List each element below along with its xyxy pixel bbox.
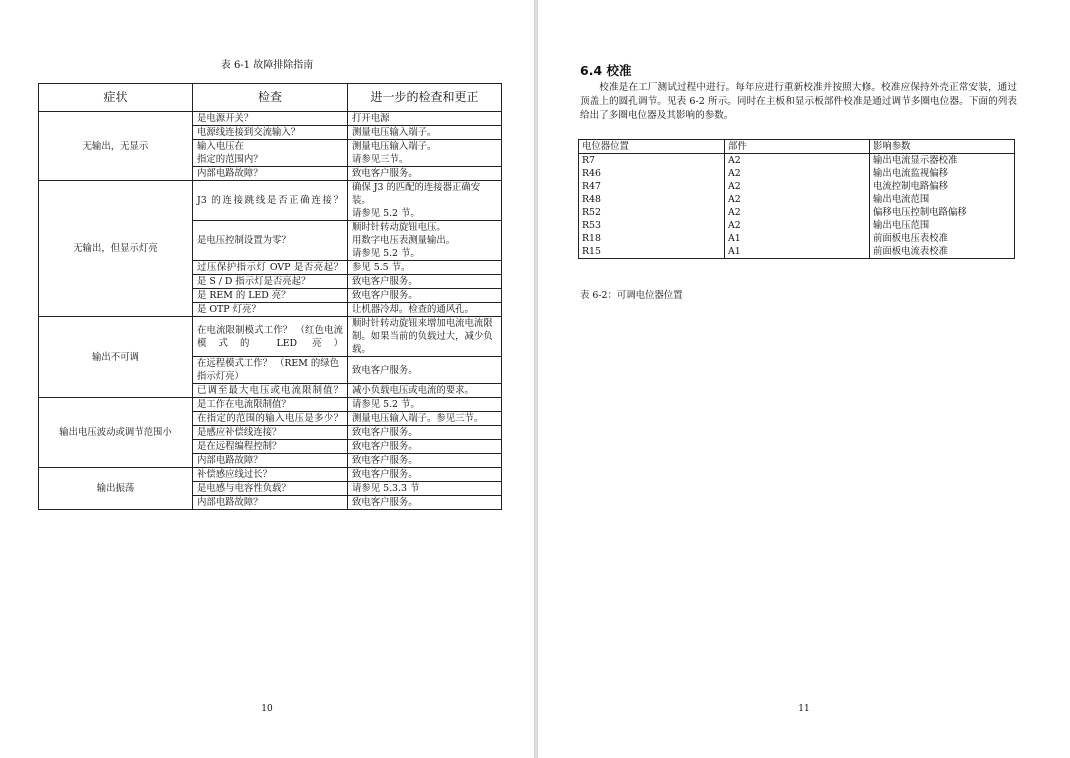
check-cell: 在远程模式工作？ （REM 的绿色指示灯亮） <box>193 357 348 384</box>
parameter-cell: 前面板电流表校准 <box>870 245 1015 259</box>
action-cell: 致电客户服务。 <box>348 496 502 510</box>
check-cell: 内部电路故障？ <box>193 167 348 181</box>
check-cell: 过压保护指示灯 OVP 是否亮起？ <box>193 261 348 275</box>
action-cell: 致电客户服务。 <box>348 468 502 482</box>
action-cell: 确保 J3 的匹配的连接器正确安装。 请参见 5.2 节。 <box>348 181 502 221</box>
check-cell: 是 REM 的 LED 亮？ <box>193 289 348 303</box>
action-cell: 参见 5.5 节。 <box>348 261 502 275</box>
check-cell: 输入电压在 指定的范围内？ <box>193 140 348 167</box>
check-cell: 是工作在电流限制值？ <box>193 398 348 412</box>
header-check: 检查 <box>193 84 348 112</box>
check-cell: 是感应补偿线连接？ <box>193 426 348 440</box>
check-cell: 电源线连接到交流输入？ <box>193 126 348 140</box>
header-position: 电位器位置 <box>579 140 725 154</box>
parameter-cell: 输出电压范围 <box>870 219 1015 232</box>
action-cell: 致电客户服务。 <box>348 426 502 440</box>
action-cell: 顺时针转动旋钮电压。 用数字电压表测量输出。 请参见 5.2 节。 <box>348 221 502 261</box>
action-cell: 致电客户服务。 <box>348 167 502 181</box>
component-cell: A1 <box>725 245 870 259</box>
symptom-cell: 无输出，但显示灯亮 <box>39 181 193 317</box>
table-row <box>39 398 502 412</box>
action-cell: 测量电压输入端子。参见三节。 <box>348 412 502 426</box>
action-cell: 致电客户服务。 <box>348 289 502 303</box>
action-cell: 测量电压输入端子。 <box>348 126 502 140</box>
table-row <box>579 167 1015 180</box>
action-cell: 顺时针转动旋钮来增加电流电流限制。如果当前的负载过大，减少负载。 <box>348 317 502 357</box>
table-row <box>39 317 502 357</box>
component-cell: A2 <box>725 206 870 219</box>
check-cell: 是电压控制设置为零？ <box>193 221 348 261</box>
table-row <box>579 193 1015 206</box>
action-cell: 致电客户服务。 <box>348 275 502 289</box>
symptom-cell: 无输出，无显示 <box>39 112 193 181</box>
check-cell: 在电流限制模式工作？ （红色电流模式的 LED 亮） <box>193 317 348 357</box>
component-cell: A2 <box>725 219 870 232</box>
parameter-cell: 输出电流显示器校准 <box>870 154 1015 168</box>
parameter-cell: 输出电流监视偏移 <box>870 167 1015 180</box>
page-number: 10 <box>261 704 273 714</box>
potentiometer-table <box>578 139 1015 259</box>
symptom-cell: 输出不可调 <box>39 317 193 398</box>
action-cell: 致电客户服务。 <box>348 357 502 384</box>
component-cell: A2 <box>725 167 870 180</box>
symptom-cell: 输出电压波动或调节范围小 <box>39 398 193 468</box>
action-cell: 减小负载电压或电流的要求。 <box>348 384 502 398</box>
header-component: 部件 <box>725 140 870 154</box>
check-cell: 在指定的范围的输入电压是多少？ <box>193 412 348 426</box>
component-cell: A2 <box>725 180 870 193</box>
component-cell: A1 <box>725 232 870 245</box>
position-cell: R15 <box>579 245 725 259</box>
left-page <box>0 0 534 758</box>
calibration-paragraph: 校准是在工厂测试过程中进行。每年应进行重新校准并按照大修。校准应保持外壳正常安装，通过顶盖上的圆孔调节。见表 6-2 所示。同时在主板和显示板部件校准是通过调节多圈电位器。下面的列表给出了多圈电位器及其影响的参数。 <box>580 82 1017 121</box>
table-row <box>39 468 502 482</box>
check-cell: 内部电路故障？ <box>193 454 348 468</box>
table-6-2-caption: 表 6-2：可调电位器位置 <box>580 290 683 301</box>
component-cell: A2 <box>725 193 870 206</box>
position-cell: R52 <box>579 206 725 219</box>
parameter-cell: 电流控制电路偏移 <box>870 180 1015 193</box>
action-cell: 打开电源 <box>348 112 502 126</box>
check-cell: J3 的连接跳线是否正确连接？ <box>193 181 348 221</box>
header-further-check: 进一步的检查和更正 <box>348 84 502 112</box>
position-cell: R48 <box>579 193 725 206</box>
action-cell: 让机器冷却。检查的通风孔。 <box>348 303 502 317</box>
action-cell: 请参见 5.3.3 节 <box>348 482 502 496</box>
check-cell: 补偿感应线过长？ <box>193 468 348 482</box>
right-page <box>538 0 1070 758</box>
action-cell: 致电客户服务。 <box>348 454 502 468</box>
page-number: 11 <box>798 704 810 714</box>
table-header-row <box>579 140 1015 154</box>
table-row <box>579 206 1015 219</box>
parameter-cell: 偏移电压控制电路偏移 <box>870 206 1015 219</box>
parameter-cell: 前面板电压表校准 <box>870 232 1015 245</box>
check-cell: 是 OTP 灯亮？ <box>193 303 348 317</box>
position-cell: R7 <box>579 154 725 168</box>
symptom-cell: 输出振荡 <box>39 468 193 510</box>
table-row <box>579 232 1015 245</box>
position-cell: R46 <box>579 167 725 180</box>
header-parameter: 影响参数 <box>870 140 1015 154</box>
troubleshooting-table <box>38 83 502 510</box>
action-cell: 测量电压输入端子。 请参见三节。 <box>348 140 502 167</box>
table-row <box>579 245 1015 259</box>
parameter-cell: 输出电流范围 <box>870 193 1015 206</box>
position-cell: R47 <box>579 180 725 193</box>
table-row <box>579 180 1015 193</box>
check-cell: 是 S / D 指示灯是否亮起？ <box>193 275 348 289</box>
table-row <box>39 181 502 221</box>
table-row <box>579 219 1015 232</box>
table-6-1-caption: 表 6-1 故障排除指南 <box>220 60 314 71</box>
position-cell: R18 <box>579 232 725 245</box>
position-cell: R53 <box>579 219 725 232</box>
action-cell: 致电客户服务。 <box>348 440 502 454</box>
check-cell: 已调至最大电压或电流限制值？ <box>193 384 348 398</box>
table-row <box>39 112 502 126</box>
component-cell: A2 <box>725 154 870 168</box>
section-title: 6.4 校准 <box>580 63 632 78</box>
check-cell: 是在远程编程控制？ <box>193 440 348 454</box>
action-cell: 请参见 5.2 节。 <box>348 398 502 412</box>
table-row <box>579 154 1015 168</box>
check-cell: 是电感与电容性负载？ <box>193 482 348 496</box>
check-cell: 是电源开关？ <box>193 112 348 126</box>
table-header-row <box>39 84 502 112</box>
header-symptom: 症状 <box>39 84 193 112</box>
check-cell: 内部电路故障？ <box>193 496 348 510</box>
